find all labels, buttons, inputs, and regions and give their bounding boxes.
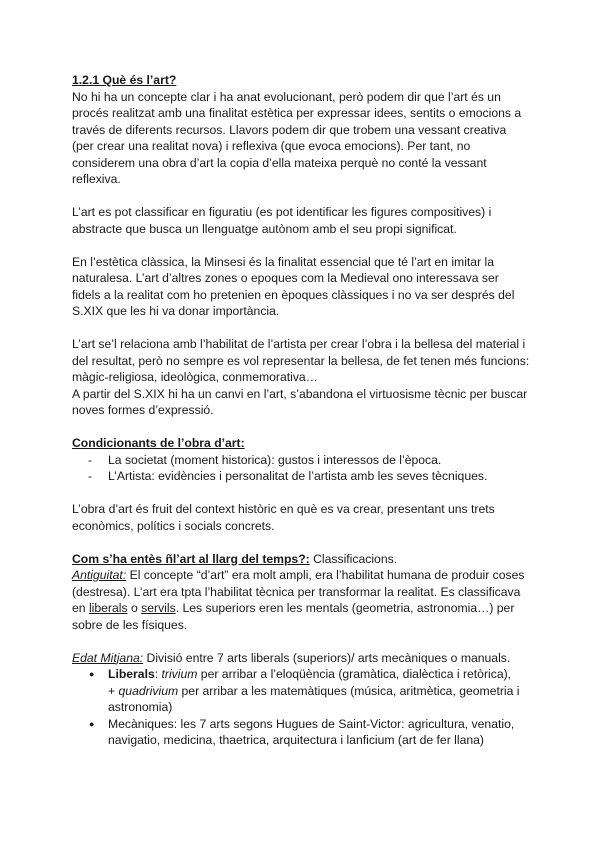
mimesis-paragraph: En l’estètica clàssica, la Minsesi és la finalitat essencial que té l’art en imitar la naturalesa. L’art d’altres zones o epoques com la Medieval ono interessava ser fidels a la realitat com ho pretenien en èpoques clàssiques i no va ser després del S.XIX que les hi va donar importància.	[72, 254, 515, 318]
list-item-liberals	[72, 666, 530, 716]
trivium-text: per arribar a l’eloqüència (gramàtica, dialèctica i retòrica),	[197, 667, 512, 681]
liberals-colon: :	[154, 667, 162, 681]
history-heading-line	[72, 551, 530, 568]
middle-ages-label: Edat Mitjana:	[72, 650, 144, 665]
list-item-mechanical: ● Mecàniques: les 7 arts segons Hugues de Saint-Victor: agricultura, venatio, navigatio, medicina, thaetrica, arquitectura i lanficium (art de fer llana)	[72, 716, 530, 749]
conditioning-heading: Condicionants de l’obra d’art:	[72, 436, 245, 450]
quadrivium-term: quadrivium	[118, 683, 179, 698]
arts-list	[72, 666, 530, 749]
middle-ages-paragraph	[72, 650, 530, 667]
intro-paragraph: No hi ha un concepte clar i ha anat evolucionant, però podem dir que l’art és un procés realitzat amb una finalitat estètica per expressar idees, sentits o emocions a través de diferents recursos. Llavors podem dir que trobem una vessant creativa (per crear una realitat nova) i reflexiva (que evoca emocions). Per tant, no considerem una obra d’art la copia d’ella mateixa perquè no conté la vessant reflexiva.	[72, 89, 522, 186]
section-title: 1.2.1 Què és l’art?	[72, 73, 177, 87]
artist-skill-paragraph: L’art se’l relaciona amb l’habilitat de l’artista per crear l’obra i la bellesa del material i del resultat, però no sempre es vol representar la bellesa, de fet tenen més funcions: màgic-religiosa, ideològica, conmemorativa…	[72, 337, 530, 384]
classification-paragraph: L’art es pot classificar en figuratiu (es pot identificar les figures compositives) i abstracte que busca un llenguatge autònom amb el seu propi significat.	[72, 205, 492, 236]
liberals-term: liberals	[88, 601, 128, 615]
history-heading-suffix: Classificacions.	[309, 551, 398, 566]
list-item: - L’Artista: evidències i personalitat de l’artista amb les seves tècniques.	[72, 468, 530, 485]
antiquity-text: o	[127, 601, 142, 615]
antiquity-text: El concepte “d’art” era molt ampli, era l’habilitat humana de produir coses (destresa). L’art era tpta l’habilitat tècnica per transformar la realitat. Es classificava en	[72, 568, 525, 615]
context-paragraph: L’obra d’art és fruit del context històric en què es va crear, presentant uns trets econòmics, polítics i socials concrets.	[72, 502, 495, 533]
xix-change-paragraph: A partir del S.XIX hi ha un canvi en l’art, s’abandona el virtuosisme tècnic per buscar noves formes d’expressió.	[72, 386, 528, 417]
antiquity-paragraph	[72, 567, 530, 633]
quadrivium-text: per arribar a les matemàtiques (música, aritmètica, geometria i astronomia)	[108, 683, 520, 714]
trivium-term: trivium	[161, 667, 198, 681]
servils-term: servils	[141, 601, 176, 615]
history-heading: Com s’ha entès ñl’art al llarg del temps?:	[72, 551, 310, 566]
conditioning-list	[72, 452, 530, 485]
plus-sign: +	[108, 683, 119, 698]
antiquity-label: Antiguitat:	[72, 568, 127, 582]
document-content	[72, 72, 530, 749]
antiquity-text: . Les superiors eren les mentals (geometria, astronomia…) per sobre de les físiques.	[72, 601, 515, 632]
list-item: - La societat (moment historica): gustos i interessos de l’època.	[72, 452, 530, 469]
middle-ages-text: Divisió entre 7 arts liberals (superiors)/ arts mecàniques o manuals.	[143, 650, 511, 665]
liberals-label: Liberals	[108, 667, 155, 681]
